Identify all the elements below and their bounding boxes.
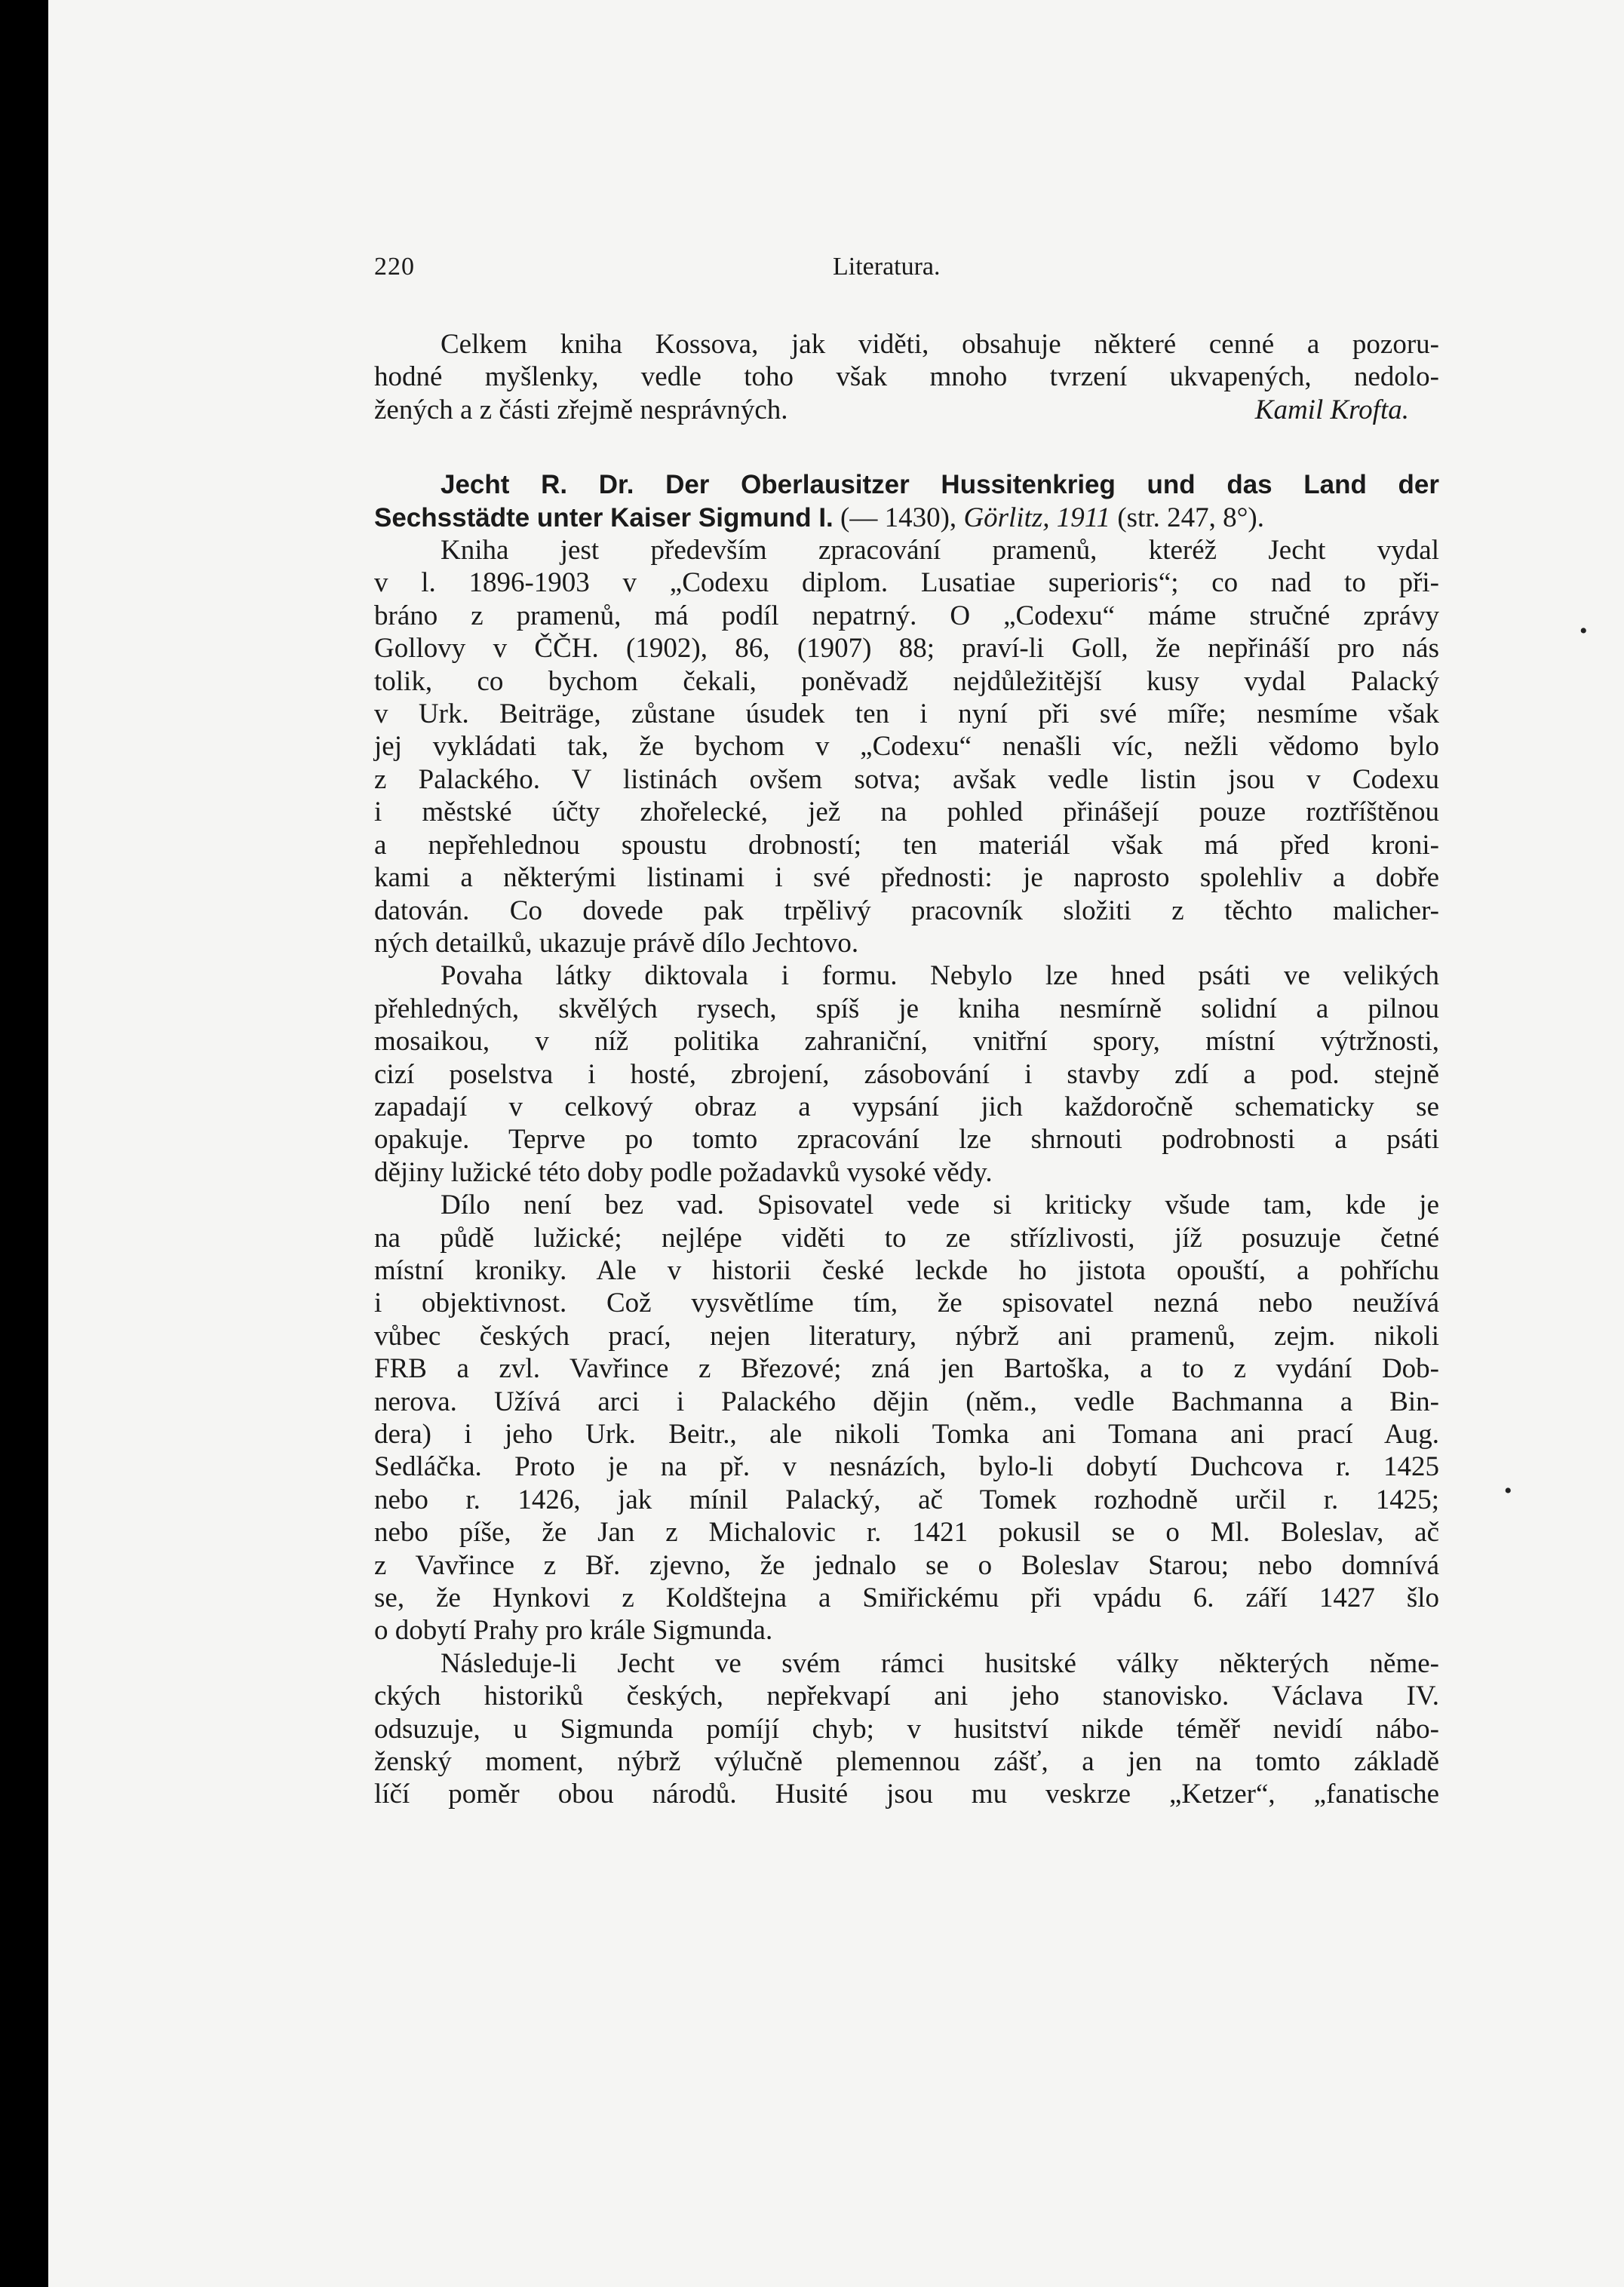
text-line: ženský moment, nýbrž výlučně plemennou zášť, a jen na tomto základě [374,1746,1439,1778]
text-line: ckých historiků českých, nepřekvapí ani jeho stanovisko. Václava IV. [374,1681,1439,1712]
margin-mark: • [1579,619,1588,643]
reference-line-1 [374,468,1439,501]
text-line: mosaikou, v níž politika zahraniční, vnitřní spory, místní výtržnosti, [374,1026,1439,1058]
text-line: nebo r. 1426, jak mínil Palacký, ač Tomek rozhodně určil r. 1425; [374,1484,1439,1515]
reference-line-2 [374,502,1439,534]
reference-pages: (str. 247, 8°). [1110,502,1264,533]
text-line: a nepřehlednou spoustu drobností; ten materiál však má před kroni- [374,829,1439,861]
text-line: o dobytí Prahy pro krále Sigmunda. [374,1615,773,1647]
text-line: žených a z části zřejmě nesprávných. [374,394,788,425]
reference-title: Jecht R. Dr. Der Oberlausitzer Hussitenkrieg und das Land der [441,470,1439,500]
text-line: vůbec českých prací, nejen literatury, nýbrž ani pramenů, zejm. nikoli [374,1320,1439,1352]
text-line: Gollovy v ČČH. (1902), 86, (1907) 88; praví-li Goll, že nepřináší pro nás [374,633,1439,665]
text-line: jej vykládati tak, že bychom v „Codexu“ nenašli víc, nežli vědomo bylo [374,731,1439,763]
text-line: v Urk. Beiträge, zůstane úsudek ten i nyní při své míře; nesmíme však [374,698,1439,730]
reference-subtitle: Sechsstädte unter Kaiser Sigmund I. [374,502,833,533]
text-line: kami a některými listinami i své přednosti: je naprosto spolehliv a dobře [374,862,1439,894]
text-line: hodné myšlenky, vedle toho však mnoho tvrzení ukvapených, nedolo- [374,361,1439,393]
text-line: i objektivnost. Což vysvětlíme tím, že spisovatel nezná nebo neužívá [374,1288,1439,1319]
page-header [374,253,1439,290]
text-line: se, že Hynkovi z Koldštejna a Smiřickému při vpádu 6. září 1427 šlo [374,1582,1439,1614]
text-line: FRB a zvl. Vavřince z Březové; zná jen Bartoška, a to z vydání Dob- [374,1353,1439,1385]
text-line: líčí poměr obou národů. Husité jsou mu veskrze „Ketzer“, „fanatische [374,1779,1439,1810]
book-page [48,0,1624,2287]
text-line: tolik, co bychom čekali, poněvadž nejdůležitější kusy vydal Palacký [374,665,1439,697]
text-line: Povaha látky diktovala i formu. Nebylo lze hned psáti ve velikých [441,960,1439,992]
text-line: nerova. Užívá arci i Palackého dějin (něm., vedle Bachmanna a Bin- [374,1386,1439,1417]
text-line: odsuzuje, u Sigmunda pomíjí chyb; v husitství nikde téměř nevidí nábo- [374,1713,1439,1745]
margin-mark: • [1504,1478,1512,1503]
text-line: místní kroniky. Ale v historii české leckde ho jistota opouští, a pohříchu [374,1254,1439,1286]
reference-years: (— 1430), [833,502,964,533]
text-line: opakuje. Teprve po tomto zpracování lze shrnouti podrobnosti a psáti [374,1124,1439,1156]
text-line: Následuje-li Jecht ve svém rámci husitské války některých něme- [441,1647,1439,1679]
review-closing-line [374,394,1439,426]
text-line: Sedláčka. Proto je na př. v nesnázích, bylo-li dobytí Duchcova r. 1425 [374,1451,1439,1483]
text-line: zapadají v celkový obraz a vypsání jich každoročně schematicky se [374,1091,1439,1122]
text-line: na půdě lužické; nejlépe viděti to ze střízlivosti, jíž posuzuje četné [374,1222,1439,1254]
reference-place-year: Görlitz, 1911 [963,502,1111,533]
page-number: 220 [374,253,415,281]
text-line: z Palackého. V listinách ovšem sotva; avšak vedle listin jsou v Codexu [374,763,1439,795]
text-line: dera) i jeho Urk. Beitr., ale nikoli Tomka ani Tomana ani prací Aug. [374,1419,1439,1450]
text-line: z Vavřince z Bř. zjevno, že jednalo se o Boleslav Starou; nebo domnívá [374,1549,1439,1581]
text-line: Celkem kniha Kossova, jak viděti, obsahuje některé cenné a pozoru- [441,329,1439,360]
text-line: i městské účty zhořelecké, jež na pohled přinášejí pouze roztříštěnou [374,797,1439,828]
text-line: datován. Co dovede pak trpělivý pracovník složiti z těchto malicher- [374,895,1439,926]
text-line: bráno z pramenů, má podíl nepatrný. O „Codexu“ máme stručné zprávy [374,600,1439,631]
text-line: nebo píše, že Jan z Michalovic r. 1421 pokusil se o Ml. Boleslav, ač [374,1517,1439,1549]
text-line: Dílo není bez vad. Spisovatel vede si kriticky všude tam, kde je [441,1190,1439,1221]
text-line: přehledných, skvělých rysech, spíš je kniha nesmírně solidní a pilnou [374,993,1439,1024]
review-author: Kamil Krofta. [1254,394,1409,425]
body-text [374,328,1439,1811]
text-line: cizí poselstva i hosté, zbrojení, zásobování i stavby zdí a pod. stejně [374,1058,1439,1090]
text-line: ných detailků, ukazuje právě dílo Jechtovo. [374,927,859,959]
text-line: v l. 1896-1903 v „Codexu diplom. Lusatiae superioris“; co nad to při- [374,567,1439,599]
text-line: dějiny lužické této doby podle požadavků vysoké vědy. [374,1156,993,1188]
text-line: Kniha jest především zpracování pramenů, kteréž Jecht vydal [441,535,1439,566]
running-title: Literatura. [833,253,941,281]
